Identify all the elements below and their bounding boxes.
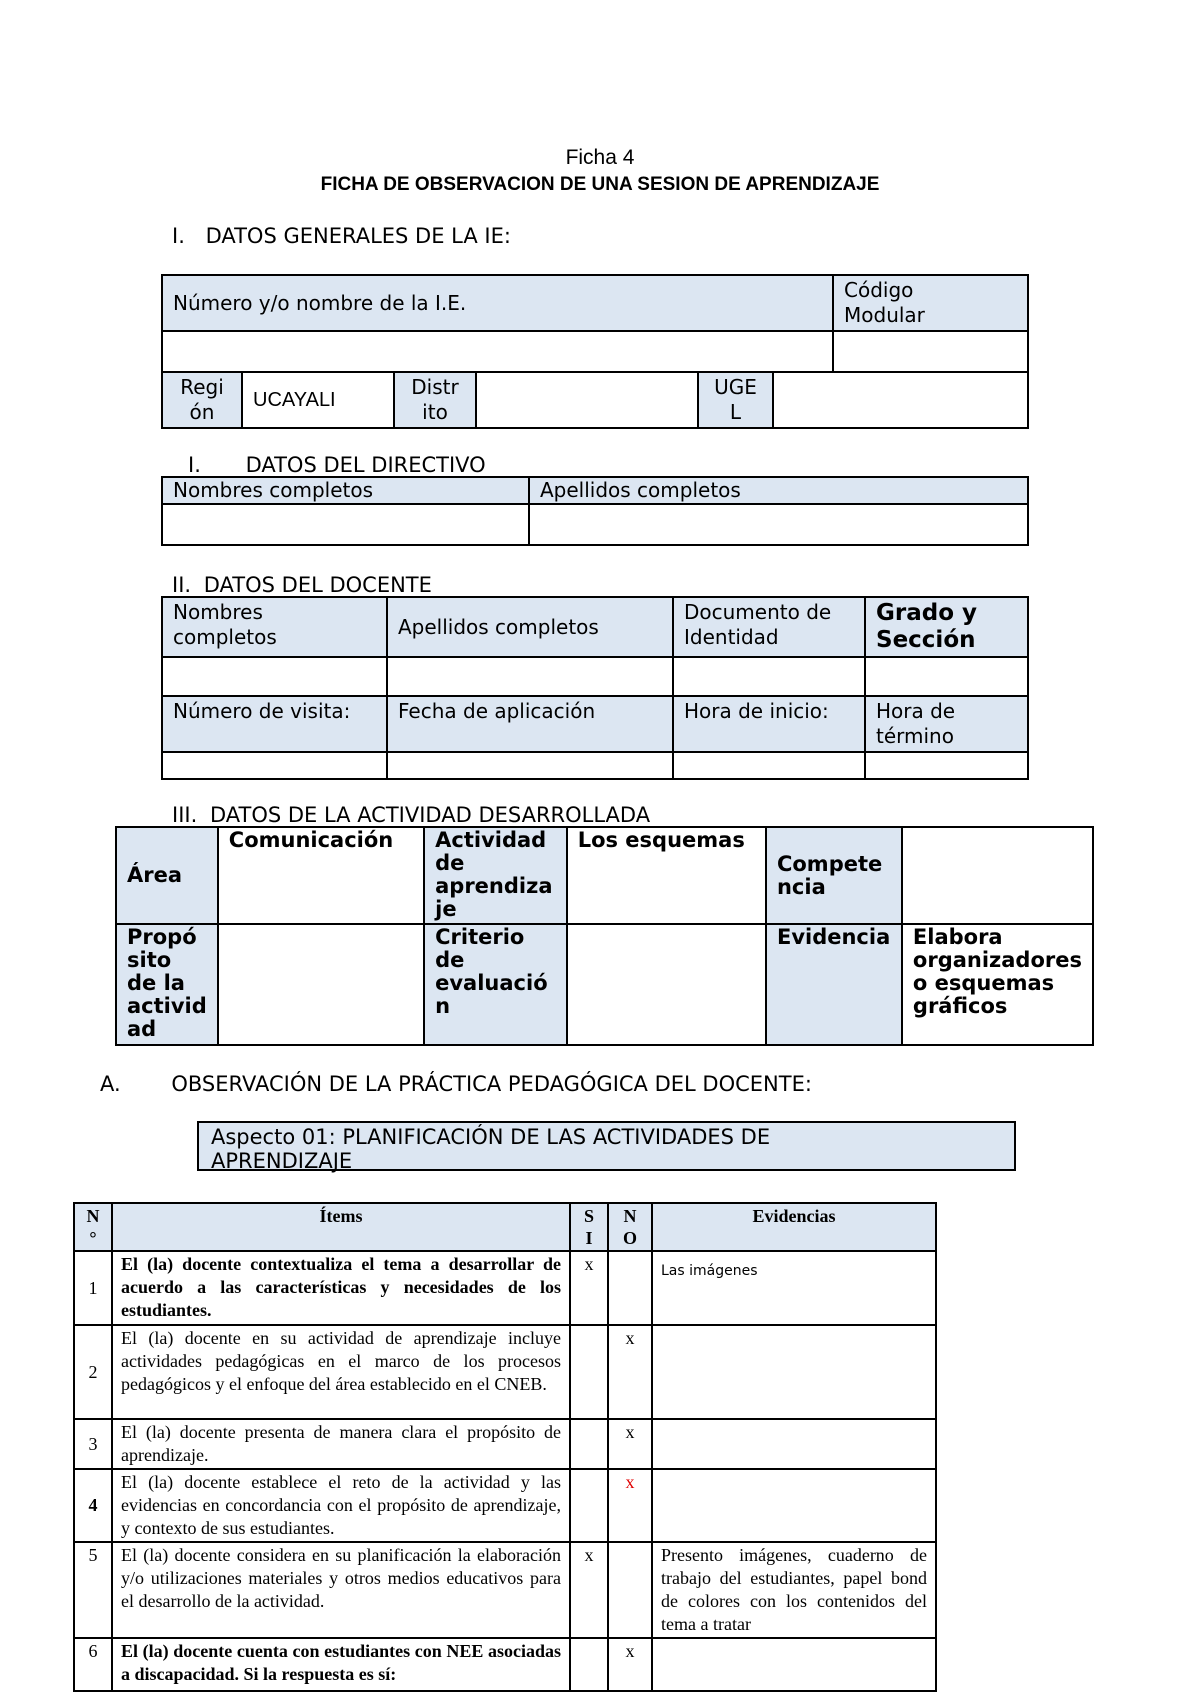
criterio-label-cell [424, 924, 567, 1045]
section-a-letter: A. [100, 1072, 121, 1096]
directivo-nombres-label: Nombres completos [173, 478, 374, 502]
header-num-2: ° [89, 1228, 97, 1248]
region-value-cell [242, 372, 394, 428]
docente-heading [172, 572, 432, 598]
row-num: 1 [74, 1251, 112, 1325]
aspecto-line-2: APRENDIZAJE [211, 1149, 353, 1173]
header-no-cell [608, 1203, 652, 1251]
header-evidencias-cell [652, 1203, 936, 1251]
table-row [74, 1638, 936, 1691]
header-no-2: O [622, 1228, 637, 1248]
evidencia-value-cell [902, 924, 1093, 1045]
ugel-label-2: L [729, 400, 742, 424]
documento-label-2: Identidad [684, 625, 779, 649]
criterio-input[interactable] [567, 924, 766, 1045]
form-subtitle: FICHA DE OBSERVACION DE UNA SESION DE APRENDIZAJE [320, 174, 880, 195]
table-row [74, 1469, 936, 1542]
evidencia-value-line: gráficos [912, 994, 1008, 1018]
evidencia-label-cell [766, 924, 902, 1045]
section-1-heading [172, 223, 511, 249]
proposito-label-line: Propó [127, 925, 197, 949]
docente-nombres-input[interactable] [162, 657, 387, 696]
fecha-label: Fecha de aplicación [398, 699, 596, 723]
fecha-input[interactable] [387, 752, 673, 779]
evidencia-value-line: Elabora [912, 925, 1003, 949]
aspecto-line-1: Aspecto 01: PLANIFICACIÓN DE LAS ACTIVIDADES DE [211, 1125, 771, 1149]
directivo-heading [188, 452, 486, 478]
docente-number: II. [172, 573, 192, 597]
hora-inicio-label: Hora de inicio: [684, 699, 829, 723]
grado-label-2: Sección [876, 627, 976, 653]
criterio-label-line: de [435, 948, 465, 972]
directivo-number: I. [188, 453, 201, 477]
distrito-input[interactable] [476, 372, 698, 428]
region-label-1: Regi [180, 375, 224, 399]
row-no-mark[interactable]: x [608, 1419, 652, 1469]
header-si-2: I [585, 1228, 593, 1248]
row-evidence: Presento imágenes, cuaderno de trabajo del estudiantes, papel bond de colores con los contenidos del tema a tratar [652, 1542, 936, 1638]
criterio-label-line: n [435, 994, 451, 1018]
row-no-mark[interactable] [608, 1542, 652, 1638]
area-label-cell [116, 827, 218, 924]
datos-generales-table [161, 274, 1029, 429]
distrito-label-2: ito [422, 400, 448, 424]
docente-apellidos-label: Apellidos completos [398, 614, 599, 639]
codigo-label-1: Código [844, 278, 914, 302]
directivo-title: DATOS DEL DIRECTIVO [245, 453, 486, 477]
codigo-label-2: Modular [844, 303, 925, 327]
codigo-modular-label-cell [833, 275, 1028, 331]
row-evidence: Las imágenes [661, 1263, 758, 1279]
visita-label-cell [162, 696, 387, 752]
actividad-label-line: Actividad [435, 828, 547, 852]
table-row [74, 1419, 936, 1469]
section-1-title: DATOS GENERALES DE LA IE: [205, 224, 511, 248]
row-item-text: El (la) docente considera en su planificación la elaboración y/o utilizaciones materiales y otros medios educativos para el desarrollo de la actividad. [112, 1542, 570, 1638]
actividad-label-line: de [435, 851, 465, 875]
docente-apellidos-label-cell [387, 597, 673, 657]
competencia-label-line: Compete [776, 851, 883, 876]
actividad-label-line: aprendiza [435, 874, 553, 898]
actividad-label-cell [424, 827, 567, 924]
docente-nombres-label-1: Nombres [173, 600, 263, 624]
docente-title: DATOS DEL DOCENTE [203, 573, 432, 597]
competencia-label-cell [766, 827, 902, 924]
visita-input[interactable] [162, 752, 387, 779]
header-no-1: N [623, 1206, 637, 1226]
row-num: 6 [74, 1638, 112, 1691]
row-num: 4 [74, 1469, 112, 1542]
ugel-label-1: UGE [714, 375, 757, 399]
form-title: Ficha 4 [565, 146, 635, 169]
documento-input[interactable] [673, 657, 865, 696]
header-items: Ítems [319, 1206, 363, 1226]
directivo-nombres-input[interactable] [162, 504, 529, 545]
header-num-cell [74, 1203, 112, 1251]
region-label-2: ón [189, 400, 215, 424]
table-row [74, 1325, 936, 1419]
ie-name-input[interactable] [162, 331, 833, 372]
row-si-mark[interactable] [570, 1419, 608, 1469]
row-si-mark[interactable]: x [570, 1542, 608, 1638]
row-num: 5 [74, 1542, 112, 1638]
hora-termino-label-cell [865, 696, 1028, 752]
hora-inicio-input[interactable] [673, 752, 865, 779]
directivo-apellidos-label-cell [529, 477, 1028, 504]
row-item-text: El (la) docente presenta de manera clara el propósito de aprendizaje. [112, 1419, 570, 1469]
area-label: Área [127, 863, 183, 887]
actividad-value-cell [567, 827, 766, 924]
row-item-text: El (la) docente en su actividad de aprendizaje incluye actividades pedagógicas en el marco de los procesos pedagógicos y el enfoque del área establecido en el CNEB. [112, 1325, 570, 1419]
row-evidence [652, 1419, 936, 1469]
directivo-apellidos-input[interactable] [529, 504, 1028, 545]
directivo-apellidos-label: Apellidos completos [540, 478, 741, 502]
hora-termino-input[interactable] [865, 752, 1028, 779]
grado-label-1: Grado y [876, 600, 978, 626]
ugel-input[interactable] [773, 372, 1028, 428]
row-item-text: El (la) docente establece el reto de la actividad y las evidencias en concordancia con el propósito de aprendizaje, y contexto de sus estudiantes. [112, 1469, 570, 1542]
grado-input[interactable] [865, 657, 1028, 696]
distrito-label-cell [394, 372, 476, 428]
table-row [74, 1251, 936, 1325]
table-row [74, 1542, 936, 1638]
docente-apellidos-input[interactable] [387, 657, 673, 696]
ie-name-label-cell [162, 275, 833, 331]
docente-nombres-label-cell [162, 597, 387, 657]
section-1-number: I. [172, 224, 185, 248]
proposito-label-line: sito [127, 948, 172, 972]
directivo-nombres-label-cell [162, 477, 529, 504]
proposito-label-cell [116, 924, 218, 1045]
actividad-value: Los esquemas [577, 828, 745, 852]
evidencia-value-line: organizadores [912, 948, 1082, 972]
header-items-cell [112, 1203, 570, 1251]
codigo-modular-input[interactable] [833, 331, 1028, 372]
docente-table [161, 596, 1029, 780]
row-si-mark[interactable] [570, 1469, 608, 1542]
section-a-heading [100, 1071, 812, 1097]
header-evidencias: Evidencias [752, 1206, 836, 1226]
competencia-label-line: ncia [776, 874, 826, 899]
actividad-number: III. [172, 803, 198, 827]
row-evidence [652, 1638, 936, 1691]
aspecto-box [197, 1121, 1016, 1171]
documento-label-cell [673, 597, 865, 657]
ugel-label-cell [698, 372, 773, 428]
row-item-text: El (la) docente contextualiza el tema a desarrollar de acuerdo a las características y necesidades de los estudiantes. [112, 1251, 570, 1325]
ie-name-label: Número y/o nombre de la I.E. [173, 290, 467, 315]
directivo-table [161, 476, 1029, 546]
row-num: 3 [74, 1419, 112, 1469]
row-no-mark[interactable] [608, 1251, 652, 1325]
hora-inicio-label-cell [673, 696, 865, 752]
criterio-label-line: Criterio [435, 925, 525, 949]
docente-nombres-label-2: completos [173, 625, 277, 649]
region-label-cell [162, 372, 242, 428]
competencia-input[interactable] [902, 827, 1093, 924]
grado-label-cell [865, 597, 1028, 657]
header-si-1: S [583, 1206, 594, 1226]
actividad-table [115, 826, 1094, 1046]
header-si-cell [570, 1203, 608, 1251]
documento-label-1: Documento de [684, 600, 832, 624]
fecha-label-cell [387, 696, 673, 752]
area-value-cell [218, 827, 424, 924]
proposito-label-line: de la [127, 971, 185, 995]
row-evidence-cell [652, 1251, 936, 1325]
distrito-label-1: Distr [411, 375, 459, 399]
criterio-label-line: evaluació [435, 971, 548, 995]
row-no-mark[interactable]: x [608, 1638, 652, 1691]
evidencia-value-line: o esquemas [912, 971, 1055, 995]
items-table [73, 1202, 937, 1692]
row-no-mark[interactable]: x [608, 1325, 652, 1419]
actividad-title: DATOS DE LA ACTIVIDAD DESARROLLADA [209, 803, 651, 827]
row-num: 2 [74, 1325, 112, 1419]
region-value: UCAYALI [253, 389, 336, 411]
section-a-title: OBSERVACIÓN DE LA PRÁCTICA PEDAGÓGICA DEL DOCENTE: [171, 1072, 812, 1096]
proposito-input[interactable] [218, 924, 424, 1045]
actividad-label-line: je [435, 897, 457, 921]
row-si-mark[interactable]: x [570, 1251, 608, 1325]
actividad-heading [172, 802, 650, 828]
area-value: Comunicación [228, 828, 394, 852]
proposito-label-line: ad [127, 1017, 157, 1041]
row-evidence [652, 1325, 936, 1419]
visita-label: Número de visita: [173, 699, 351, 723]
hora-termino-label-2: término [876, 724, 954, 748]
header-num-1: N [86, 1206, 100, 1226]
hora-termino-label-1: Hora de [876, 699, 956, 723]
evidencia-label: Evidencia [776, 925, 891, 949]
row-no-mark[interactable]: x [608, 1469, 652, 1542]
proposito-label-line: activid [127, 994, 207, 1018]
row-si-mark[interactable] [570, 1638, 608, 1691]
row-si-mark[interactable] [570, 1325, 608, 1419]
row-item-text: El (la) docente cuenta con estudiantes con NEE asociadas a discapacidad. Si la respuesta es sí: [112, 1638, 570, 1691]
row-evidence [652, 1469, 936, 1542]
